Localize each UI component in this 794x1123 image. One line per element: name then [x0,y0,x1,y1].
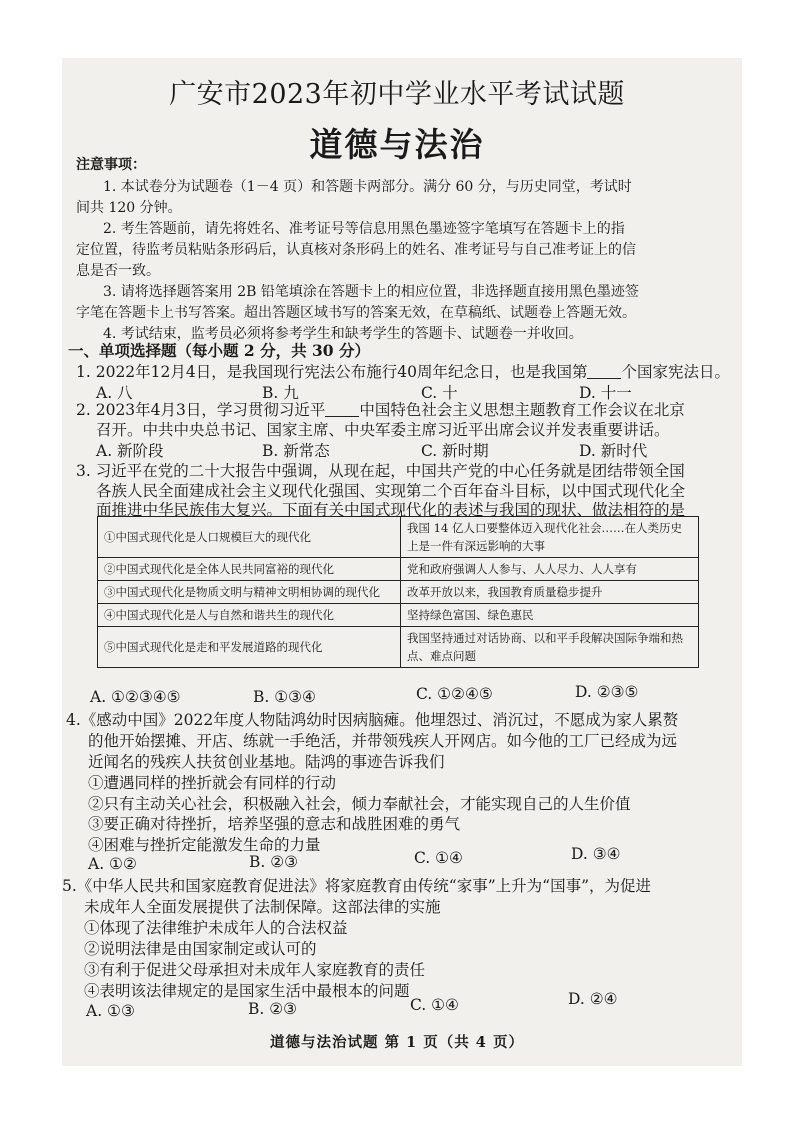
answer-blank [325,402,359,417]
table-cell: ③中国式现代化是物质文明与精神文明相协调的现代化 [98,581,401,604]
table-cell: 我国坚持通过对话协商、以和平手段解决国际争端和热点、难点问题 [401,627,699,668]
table-cell: ⑤中国式现代化是走和平发展道路的现代化 [98,627,401,668]
question-5-statement: ③有利于促进父母承担对未成年人家庭教育的责任 [84,961,426,979]
option-b: B. ②③ [249,853,299,871]
question-3-table [97,516,699,668]
option-d: D. ③④ [571,845,621,863]
question-1-stem [76,360,730,382]
option-a: A. ①③ [86,1002,135,1020]
option-c: C. ①④ [414,849,463,867]
notes-line: 4. 考试结束，监考员必须将参考学生和缺考学生的答题卡、试题卷一并收回。 [103,326,583,342]
question-1-stem-part: 1. 2022年12月4日，是我国现行宪法公布施行40周年纪念日，也是我国第 [76,363,588,381]
question-2-stem-line: 召开。中共中央总书记、国家主席、中央军委主席习近平出席会议并发表重要讲话。 [96,421,670,439]
table-cell: 改革开放以来，我国教育质量稳步提升 [401,581,699,604]
notes-heading: 注意事项： [76,157,146,173]
option-d: D. 新时代 [579,442,648,460]
question-3-stem-line: 各族人民全面建成社会主义现代化强国、实现第二个百年奋斗目标，以中国式现代化全 [96,482,686,500]
question-4-statement: ②只有主动关心社会，积极融入社会，倾力奉献社会，才能实现自己的人生价值 [88,795,631,813]
question-3-stem-line: 面推进中华民族伟大复兴。下面有关中国式现代化的表述与我国的现状、做法相符的是 [96,501,686,519]
option-a: A. 八 [96,384,133,402]
table-cell: ①中国式现代化是人口规模巨大的现代化 [98,517,401,558]
subject-title: 道德与法治 [309,125,485,164]
table-row [98,604,699,627]
option-b: B. ①③④ [253,688,316,706]
table-row [98,558,699,581]
table-cell: ④中国式现代化是人与自然和谐共生的现代化 [98,604,401,627]
table-row [98,581,699,604]
option-c: C. 新时期 [421,442,489,460]
answer-blank [587,364,621,379]
notes-line: 1. 本试卷分为试题卷（1－4 页）和答题卡两部分。满分 60 分，与历史同堂，考试时 [103,179,632,195]
table-cell: 党和政府强调人人参与、人人尽力、人人享有 [401,558,699,581]
notes-line: 3. 请将选择题答案用 2B 铅笔填涂在答题卡上的相应位置，非选择题直接用黑色墨迹签 [103,284,639,300]
option-a: A. ①② [88,855,137,873]
option-a: A. 新阶段 [96,442,164,460]
notes-line: 定位置，待监考员粘贴条形码后，认真核对条形码上的姓名、准考证号与自己准考证上的信 [76,242,636,258]
option-d: D. ②④ [568,990,618,1008]
question-4-stem-line: 近闻名的残疾人扶贫创业基地。陆鸿的事迹告诉我们 [88,753,445,771]
option-d: D. ②③⑤ [575,683,639,701]
option-a: A. ①②③④⑤ [90,688,181,706]
option-c: C. 十 [421,384,458,402]
question-4-stem-line: 的他开始摆摊、开店、练就一手绝活，并带领残疾人开网店。如今他的工厂已经成为远 [88,732,678,750]
option-c: C. ①④ [410,996,459,1014]
option-d: D. 十一 [579,384,632,402]
question-5-statement: ①体现了法律维护未成年人的合法权益 [84,919,348,937]
exam-title: 广安市2023年初中学业水平考试试题 [169,79,625,110]
question-3-stem-line: 3. 习近平在党的二十大报告中强调，从现在起，中国共产党的中心任务就是团结带领全国 [76,462,685,480]
question-5-stem-line: 未成年人全面发展提供了法制保障。这部法律的实施 [84,898,441,916]
option-b: B. 九 [262,384,299,402]
page-footer: 道德与法治试题 第 1 页（共 4 页） [270,1034,524,1051]
question-2-stem-part: 2. 2023年4月3日，学习贯彻习近平 [76,401,326,419]
option-b: B. 新常态 [262,442,330,460]
table-row [98,517,699,558]
table-cell: ②中国式现代化是全体人民共同富裕的现代化 [98,558,401,581]
question-5-stem-line: 5.《中华人民共和国家庭教育促进法》将家庭教育由传统“家事”上升为“国事”，为促进 [62,877,651,895]
question-2-stem-part: 中国特色社会主义思想主题教育工作会议在北京 [359,401,685,419]
question-2-stem [76,398,685,420]
notes-line: 2. 考生答题前，请先将姓名、准考证号等信息用黑色墨迹签字笔填写在答题卡上的指 [103,221,625,237]
question-4-statement: ①遭遇同样的挫折就会有同样的行动 [88,774,337,792]
question-1-stem-part: 个国家宪法日。 [621,363,730,381]
question-4-statement: ④困难与挫折定能激发生命的力量 [88,836,321,854]
notes-line: 间共 120 分钟。 [76,200,182,216]
option-c: C. ①②④⑤ [416,685,493,703]
table-cell: 坚持绿色富国、绿色惠民 [401,604,699,627]
option-b: B. ②③ [248,1000,298,1018]
question-5-statement: ②说明法律是由国家制定或认可的 [84,940,317,958]
section-title: 一、单项选择题（每小题 2 分，共 30 分） [68,341,370,360]
notes-line: 字笔在答题卡上书写答案。超出答题区域书写的答案无效，在草稿纸、试题卷上答题无效。 [76,305,636,321]
question-5-statement: ④表明该法律规定的是国家生活中最根本的问题 [84,982,410,1000]
table-row [98,627,699,668]
question-4-stem-line: 4.《感动中国》2022年度人物陆鸿幼时因病脑瘫。他埋怨过、消沉过，不愿成为家人累赘 [66,711,679,729]
question-4-statement: ③要正确对待挫折，培养坚强的意志和战胜困难的勇气 [88,815,461,833]
notes-line: 息是否一致。 [76,263,160,279]
table-cell: 我国 14 亿人口要整体迈入现代化社会……在人类历史上是一件有深远影响的大事 [401,517,699,558]
